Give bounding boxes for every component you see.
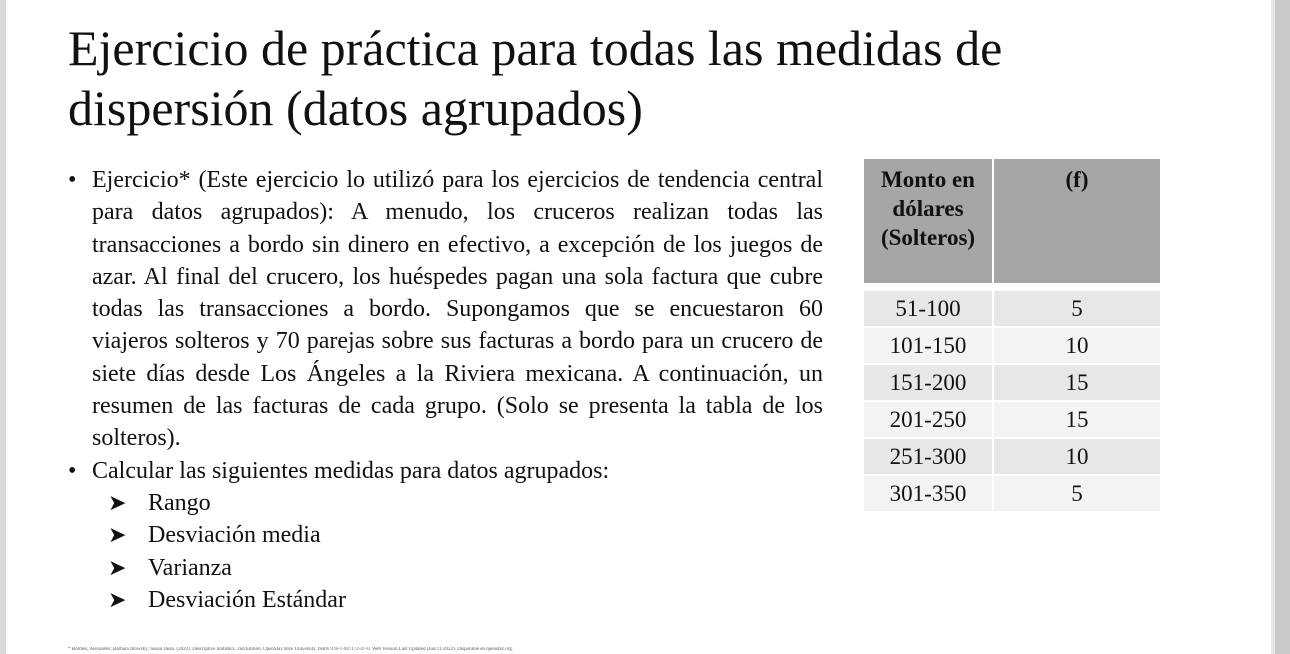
list-item-label: Rango (148, 489, 211, 516)
table-cell: 201-250 (863, 401, 993, 438)
table-row (863, 290, 1161, 327)
slide-title: Ejercicio de práctica para todas las medidas de dispersión (datos agrupados) (68, 20, 1003, 136)
right-edge-highlight (1271, 0, 1275, 654)
table-cell: 10 (993, 327, 1161, 364)
arrow-bullet-icon: ➤ (108, 586, 127, 612)
arrow-bullet-icon: ➤ (108, 522, 127, 548)
table-cell: 51-100 (863, 290, 993, 327)
citation-footer: * Holmes, Alexander; Barbara Illowsky; Susan Dean. (2022). Descriptive Statistics. 2nd Edition. OpenStax Rice University. ISBN 978-1-947172-47-0. Web Version Last Updated (Jun/11/2022). Disponible en openstax.org. (68, 647, 514, 652)
arrow-bullet-icon: ➤ (108, 554, 127, 580)
table-row (863, 327, 1161, 364)
arrow-bullet-icon: ➤ (108, 489, 127, 515)
header-amount: Monto en dólares (Solteros) (863, 158, 993, 284)
header-frequency: (f) (993, 158, 1161, 284)
list-item-label: Varianza (148, 554, 232, 581)
list-item-label: Desviación media (148, 522, 321, 549)
list-item (68, 584, 823, 616)
table-row (863, 401, 1161, 438)
list-item (68, 552, 823, 584)
table-row (863, 438, 1161, 475)
table-cell: 251-300 (863, 438, 993, 475)
table-cell: 151-200 (863, 364, 993, 401)
table-row (863, 364, 1161, 401)
table-cell: 5 (993, 290, 1161, 327)
table-cell: 5 (993, 475, 1161, 512)
table-row (863, 475, 1161, 512)
frequency-table (862, 157, 1162, 513)
bullet-exercise (68, 164, 823, 455)
measures-list (68, 487, 823, 616)
exercise-paragraph: Ejercicio* (Este ejercicio lo utilizó para los ejercicios de tendencia central para datos agrupados): A menudo, los cruceros realizan todas las transacciones a bordo sin dinero en efectivo, a excepción de los juegos de azar. Al final del crucero, los huéspedes pagan una sola factura que cubre todas las transacciones a bordo. Supongamos que se encuestaron 60 viajeros solteros y 70 parejas sobre sus facturas a bordo para un crucero de siete días desde Los Ángeles a la Riviera mexicana. A continuación, un resumen de las facturas de cada grupo. (Solo se presenta la tabla de los solteros). (92, 167, 823, 452)
table-cell: 15 (993, 401, 1161, 438)
table-cell: 101-150 (863, 327, 993, 364)
slide-body (68, 164, 823, 616)
left-edge (0, 0, 6, 654)
bullet-dot-icon: • (68, 457, 77, 484)
list-item (68, 519, 823, 551)
list-item (68, 487, 823, 519)
list-item-label: Desviación Estándar (148, 586, 346, 613)
table-cell: 301-350 (863, 475, 993, 512)
table-header-row (863, 158, 1161, 284)
instructions-text: Calcular las siguientes medidas para datos agrupados: (92, 457, 610, 484)
bullet-instructions (68, 455, 823, 487)
table-cell: 10 (993, 438, 1161, 475)
table-cell: 15 (993, 364, 1161, 401)
bullet-dot-icon: • (68, 167, 77, 193)
